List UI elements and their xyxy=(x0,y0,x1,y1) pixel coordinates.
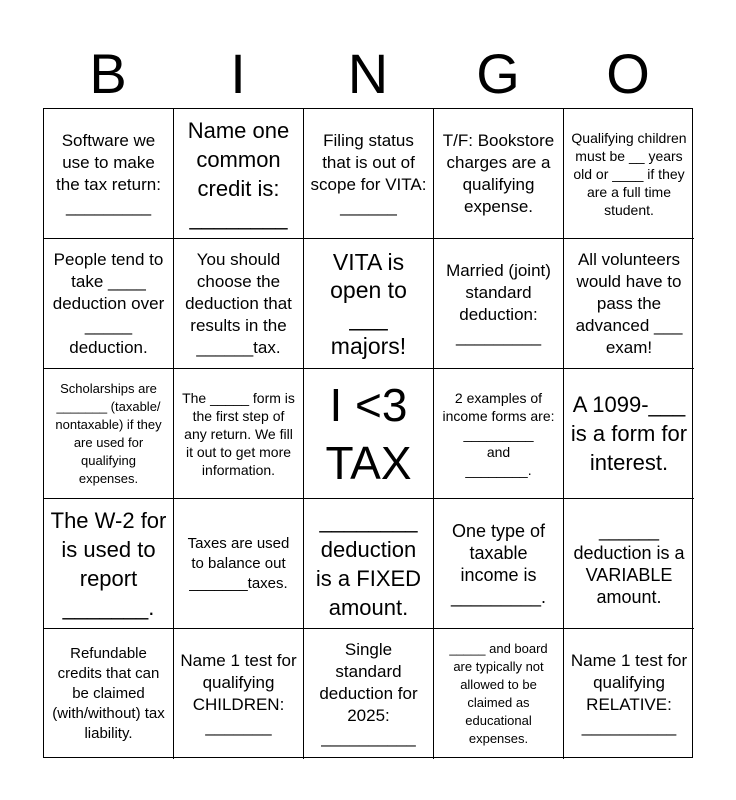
bingo-cell-i3[interactable] xyxy=(174,369,304,499)
bingo-cell-o3[interactable] xyxy=(564,369,694,499)
header-letter-b: B xyxy=(89,42,127,105)
bingo-cell-g4[interactable] xyxy=(434,499,564,629)
cell-text: VITA is open to ___ majors! xyxy=(330,248,407,359)
bingo-cell-n4[interactable] xyxy=(304,499,434,629)
bingo-cell-o1[interactable] xyxy=(564,109,694,239)
cell-text: Name 1 test for qualifying RELATIVE: __________ xyxy=(570,651,688,736)
bingo-cell-n3-free[interactable] xyxy=(304,369,434,499)
bingo-cell-b3[interactable] xyxy=(44,369,174,499)
bingo-cell-o2[interactable] xyxy=(564,239,694,369)
cell-text: People tend to take ____ deduction over _____ deduction. xyxy=(52,249,165,357)
bingo-board xyxy=(43,108,693,758)
bingo-cell-i5[interactable] xyxy=(174,629,304,759)
bingo-cell-b1[interactable] xyxy=(44,109,174,239)
cell-text: Qualifying children must be __ years old or ____ if they are a full time student. xyxy=(571,129,687,218)
cell-text: You should choose the deduction that results in the ______tax. xyxy=(185,249,292,357)
cell-text: ______ deduction is a VARIABLE amount. xyxy=(573,520,685,607)
cell-text: One type of taxable income is _________. xyxy=(450,520,547,607)
cell-text: Name one common credit is: ________ xyxy=(187,117,290,230)
bingo-cell-b2[interactable] xyxy=(44,239,174,369)
cell-text: All volunteers would have to pass the advanced ___ exam! xyxy=(575,249,683,357)
header-letter-i: I xyxy=(230,42,246,105)
cell-text: Software we use to make the tax return: _________ xyxy=(56,130,161,216)
bingo-cell-g3[interactable] xyxy=(434,369,564,499)
cell-text: The W-2 for is used to report _______. xyxy=(50,507,167,620)
bingo-cell-i1[interactable] xyxy=(174,109,304,239)
bingo-cell-n1[interactable] xyxy=(304,109,434,239)
bingo-cell-i4[interactable] xyxy=(174,499,304,629)
cell-text: Married (joint) standard deduction: _________ xyxy=(446,260,551,346)
cell-text: Scholarships are _______ (taxable/ nontaxable) if they are used for qualifying expenses. xyxy=(55,380,162,486)
cell-text: _____ and board are typically not allowed to be claimed as educational expenses. xyxy=(449,641,548,746)
cell-text: Name 1 test for qualifying CHILDREN: _______ xyxy=(180,651,297,736)
cell-text: Single standard deduction for 2025: __________ xyxy=(319,640,418,747)
bingo-cell-o4[interactable] xyxy=(564,499,694,629)
cell-text: Taxes are used to balance out _______taxes. xyxy=(187,534,290,592)
cell-text: Refundable credits that can be claimed (with/without) tax liability. xyxy=(52,645,165,742)
bingo-cell-n2[interactable] xyxy=(304,239,434,369)
cell-text: ________ deduction is a FIXED amount. xyxy=(315,507,422,620)
cell-text: I <3 TAX xyxy=(325,378,412,489)
bingo-cell-n5[interactable] xyxy=(304,629,434,759)
header-letter-g: G xyxy=(476,42,520,105)
cell-text: Filing status that is out of scope for VITA: ______ xyxy=(310,130,427,216)
bingo-cell-b5[interactable] xyxy=(44,629,174,759)
bingo-cell-i2[interactable] xyxy=(174,239,304,369)
header-letter-o: O xyxy=(606,42,650,105)
cell-text: T/F: Bookstore charges are a qualifying expense. xyxy=(442,130,555,216)
bingo-header xyxy=(43,40,693,108)
bingo-cell-g5[interactable] xyxy=(434,629,564,759)
bingo-cell-g1[interactable] xyxy=(434,109,564,239)
cell-text: The _____ form is the first step of any return. We fill it out to get more information. xyxy=(182,389,295,478)
bingo-cell-g2[interactable] xyxy=(434,239,564,369)
header-letter-n: N xyxy=(347,42,389,105)
bingo-cell-b4[interactable] xyxy=(44,499,174,629)
bingo-cell-o5[interactable] xyxy=(564,629,694,759)
cell-text: 2 examples of income forms are: _________ and ________. xyxy=(442,389,555,478)
cell-text: A 1099-___ is a form for interest. xyxy=(570,392,688,475)
